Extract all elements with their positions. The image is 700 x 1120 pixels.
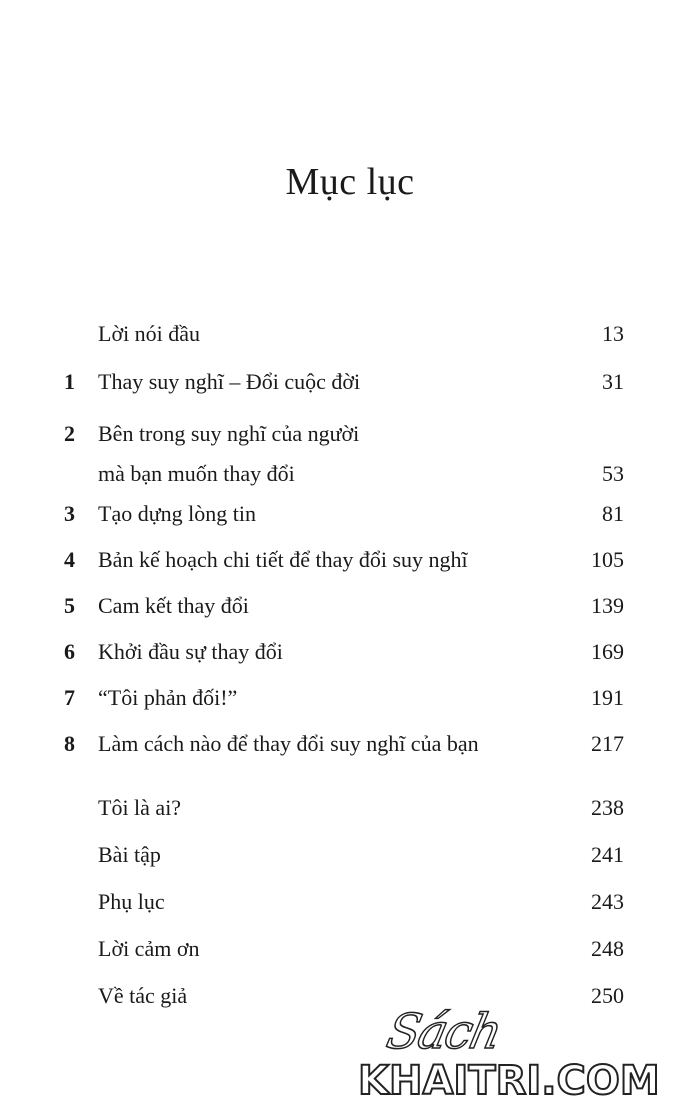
toc-entry-chapter-1[interactable] xyxy=(0,362,700,402)
toc-entry-page: 81 xyxy=(602,501,624,526)
toc-entry-number: 6 xyxy=(64,639,75,664)
toc-entry-number: 7 xyxy=(64,685,75,710)
toc-entry-title: Cam kết thay đổi xyxy=(98,593,249,618)
toc-entry-page: 217 xyxy=(591,731,624,756)
toc-entry-chapter-6[interactable] xyxy=(0,632,700,672)
toc-entry-page: 105 xyxy=(591,547,624,572)
toc-entry-number: 5 xyxy=(64,593,75,618)
toc-entry-acknowledgements[interactable] xyxy=(0,929,700,969)
toc-entry-page: 243 xyxy=(591,889,624,914)
toc-entry-page: 241 xyxy=(591,842,624,867)
toc-entry-title: Tạo dựng lòng tin xyxy=(98,501,256,526)
toc-entry-number: 3 xyxy=(64,501,75,526)
toc-entry-chapter-2[interactable] xyxy=(0,414,700,494)
toc-entry-page: 191 xyxy=(591,685,624,710)
toc-entry-number: 2 xyxy=(64,421,75,446)
toc-entry-chapter-4[interactable] xyxy=(0,540,700,580)
watermark-logo xyxy=(350,1000,700,1115)
toc-entry-title: Bài tập xyxy=(98,842,161,867)
toc-entry-page: 250 xyxy=(591,983,624,1008)
toc-entry-chapter-7[interactable] xyxy=(0,678,700,718)
toc-entry-title: Thay suy nghĩ – Đổi cuộc đời xyxy=(98,369,361,394)
toc-entry-page: 13 xyxy=(602,321,624,346)
toc-entry-chapter-8[interactable] xyxy=(0,724,700,764)
page-title: Mục lục xyxy=(285,161,415,203)
toc-entry-page: 248 xyxy=(591,936,624,961)
toc-entry-foreword[interactable] xyxy=(0,314,700,354)
watermark-script: Sách xyxy=(382,1004,506,1060)
toc-entry-title: Phụ lục xyxy=(98,889,165,914)
toc-entry-title: Khởi đầu sự thay đổi xyxy=(98,639,283,664)
toc-entry-page: 31 xyxy=(602,369,624,394)
toc-entry-title: “Tôi phản đối!” xyxy=(98,685,238,710)
toc-entry-number: 4 xyxy=(64,547,75,572)
toc-entry-chapter-5[interactable] xyxy=(0,586,700,626)
toc-entry-exercises[interactable] xyxy=(0,835,700,875)
toc-entry-page: 53 xyxy=(602,461,624,486)
toc-entry-appendix[interactable] xyxy=(0,882,700,922)
toc-entry-number: 8 xyxy=(64,731,75,756)
toc-entry-page: 169 xyxy=(591,639,624,664)
toc-entry-title: Làm cách nào để thay đổi suy nghĩ của bạn xyxy=(98,731,479,756)
toc-entry-title: Lời nói đầu xyxy=(98,321,201,346)
toc-entry-title: Tôi là ai? xyxy=(98,795,182,820)
toc-entry-title: Bản kế hoạch chi tiết để thay đổi suy nghĩ xyxy=(98,547,468,572)
toc-entry-who-am-i[interactable] xyxy=(0,788,700,828)
toc-entry-page: 139 xyxy=(591,593,624,618)
toc-entry-title: Lời cảm ơn xyxy=(98,936,200,961)
toc-entry-title-line2: mà bạn muốn thay đổi xyxy=(98,461,295,486)
toc-entry-number: 1 xyxy=(64,369,75,394)
toc-entry-title: Về tác giả xyxy=(98,983,188,1008)
toc-entry-page: 238 xyxy=(591,795,624,820)
toc-entry-chapter-3[interactable] xyxy=(0,494,700,534)
toc-entry-title: Bên trong suy nghĩ của người xyxy=(98,421,360,446)
watermark-brand: KHAITRI.COM xyxy=(358,1058,660,1104)
